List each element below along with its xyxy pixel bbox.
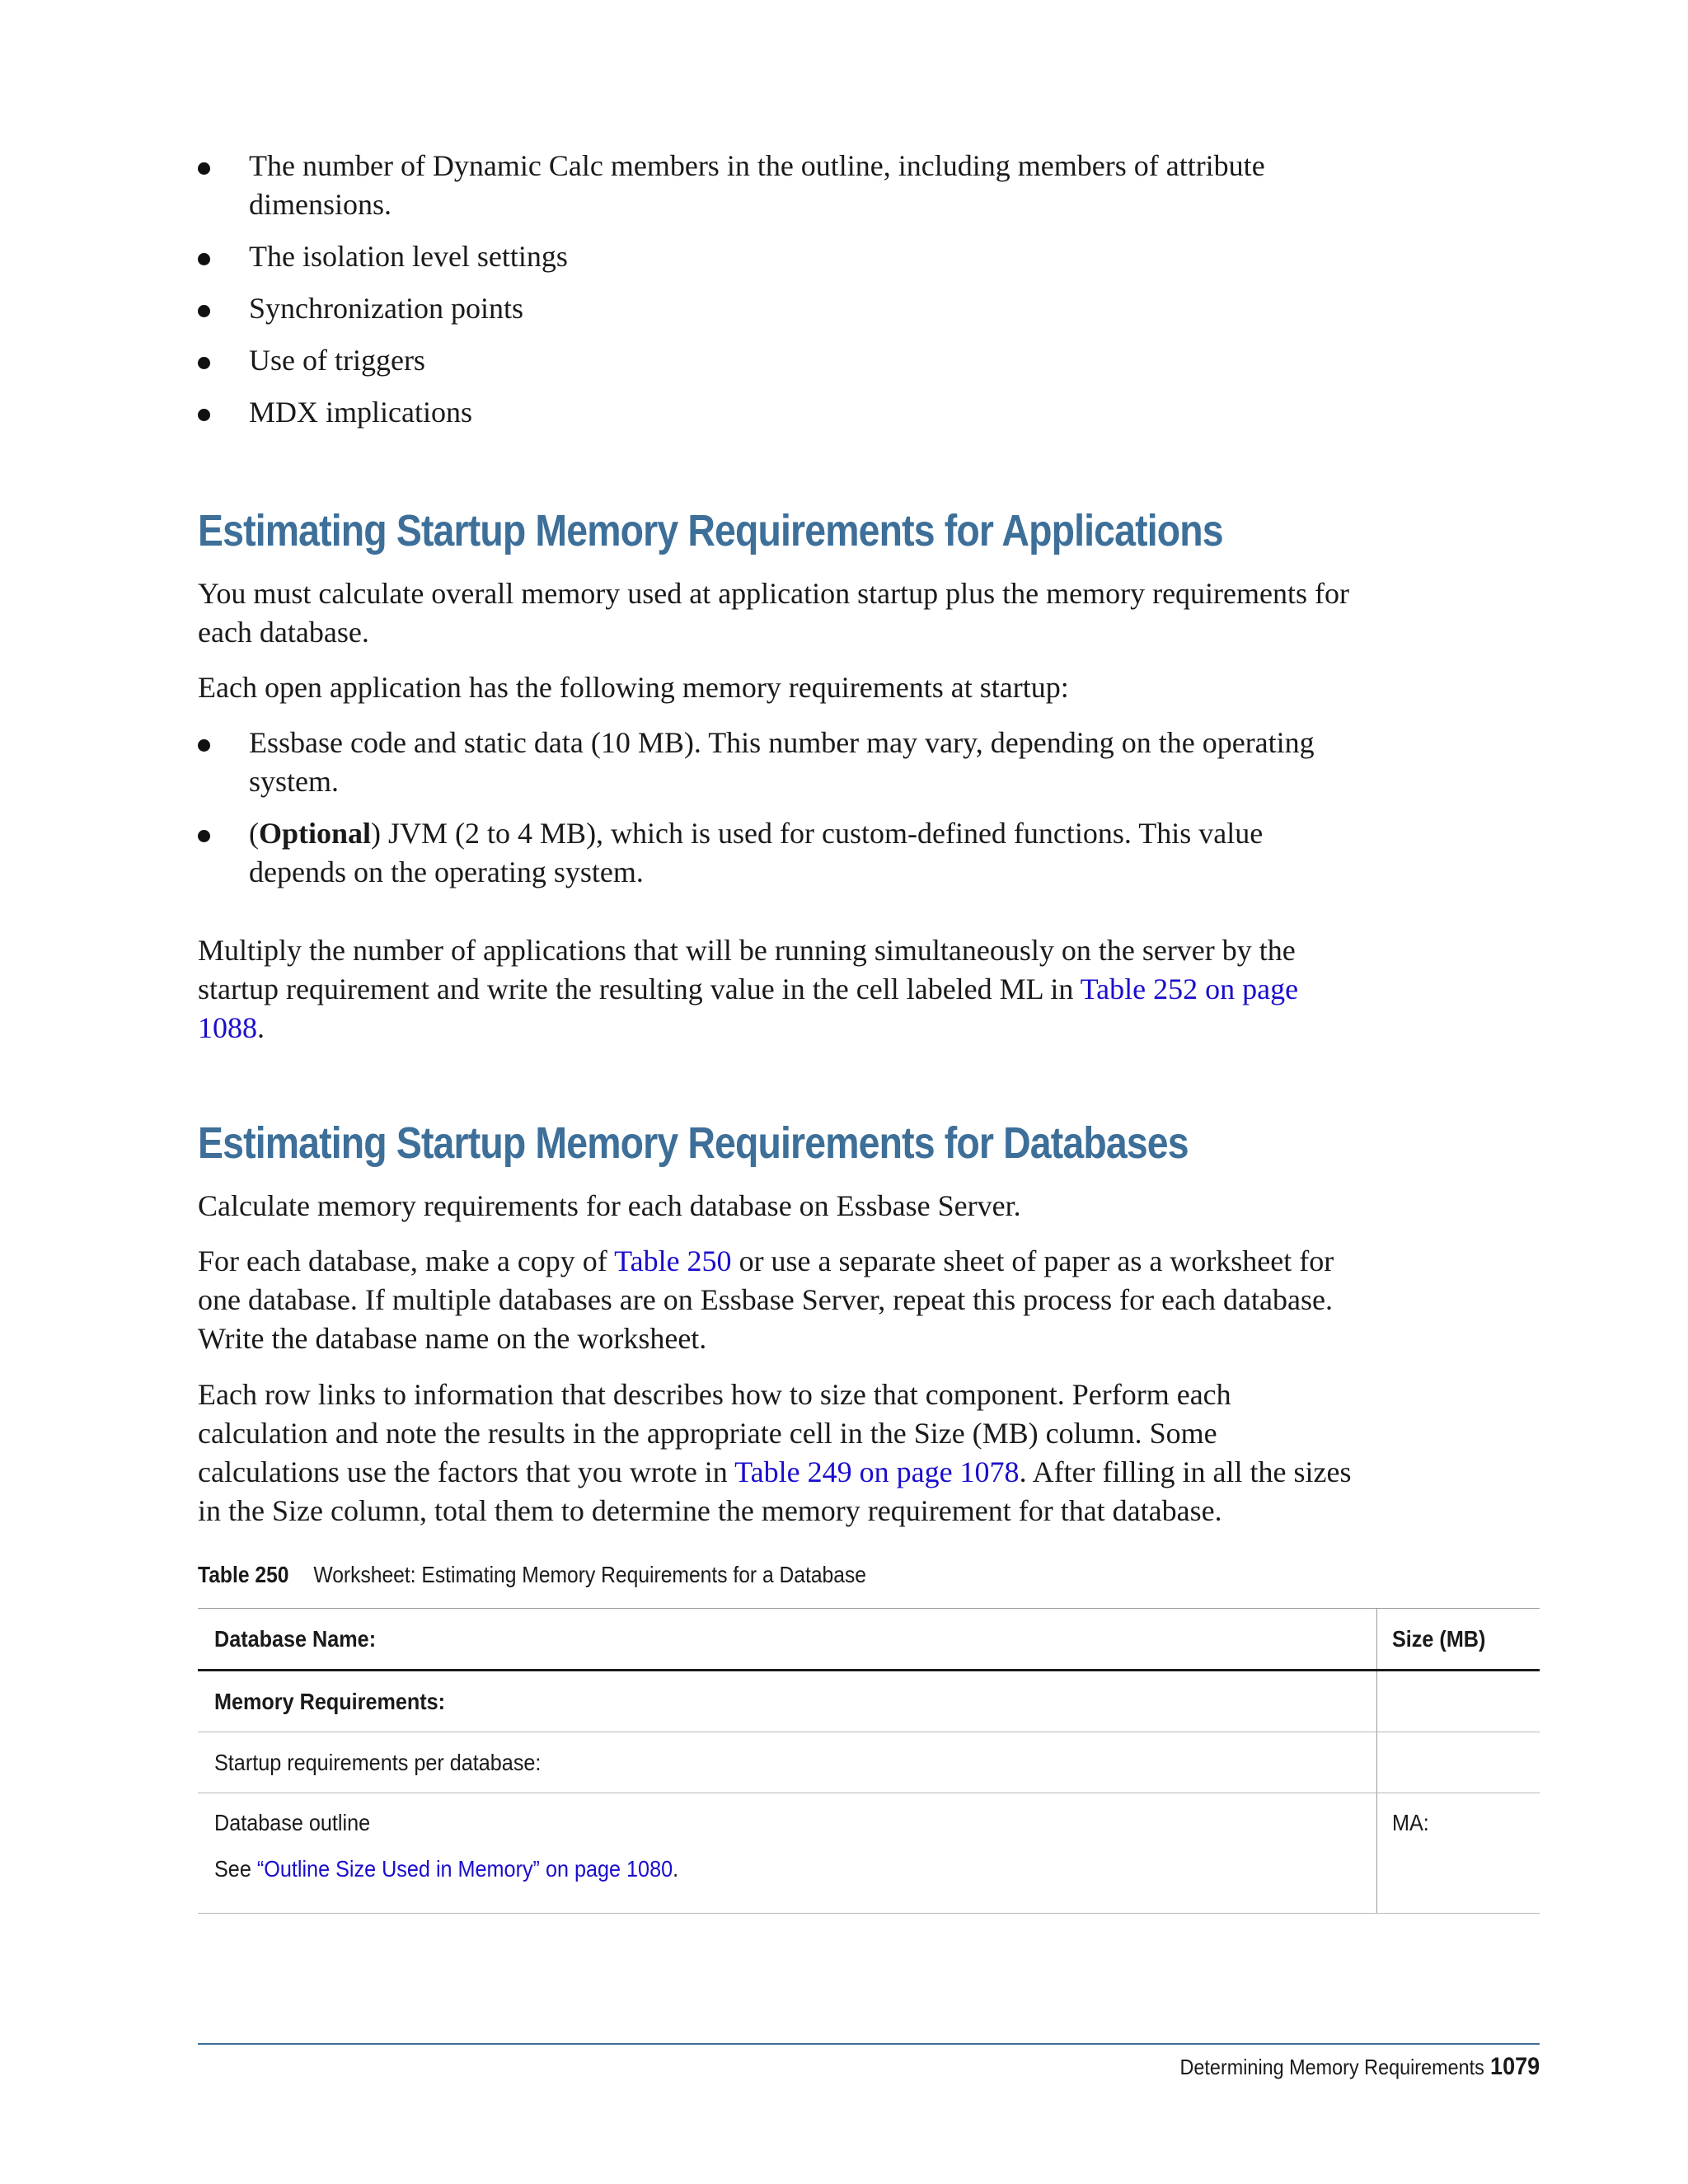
table-caption-title: Worksheet: Estimating Memory Requirements for a Database (313, 1562, 866, 1587)
table-cell: MA: (1377, 1793, 1540, 1914)
table-249-link[interactable]: Table 249 on page 1078 (734, 1455, 1020, 1488)
multiply-applications-paragraph: Multiply the number of applications that will be running simultaneously on the server by the startup requirement and write the resulting value in the cell labeled ML in Table 252 on page 1088. (198, 934, 1299, 1044)
applications-requirements-paragraph: Each open application has the following memory requirements at startup: (198, 671, 1069, 704)
list-item: MDX implications (198, 393, 1352, 432)
table-header-row (198, 1609, 1540, 1671)
startup-requirements-list (198, 724, 1352, 905)
list-item: Use of triggers (198, 341, 1352, 380)
page-number: 1079 (1489, 2053, 1540, 2080)
table-caption-number: Table 250 (198, 1562, 289, 1587)
list-item: Synchronization points (198, 289, 1352, 328)
section-heading-databases: Estimating Startup Memory Requirements for Databases (198, 1118, 1189, 1168)
bullet-icon (198, 739, 210, 752)
list-item: (Optional) JVM (2 to 4 MB), which is used for custom-defined functions. This value depends on the operating system. (198, 814, 1352, 892)
header-database-name: Database Name: (198, 1609, 1377, 1671)
table-cell: Database outline See “Outline Size Used in Memory” on page 1080. (198, 1793, 1377, 1914)
top-bullet-list (198, 147, 1352, 445)
table-cell (1377, 1732, 1540, 1793)
section-heading-applications: Estimating Startup Memory Requirements for Applications (198, 506, 1223, 555)
table-cell: Startup requirements per database: (198, 1732, 1377, 1793)
bullet-icon (198, 357, 210, 369)
memory-worksheet-table (198, 1608, 1540, 1914)
bullet-icon (198, 830, 210, 842)
header-size-mb: Size (MB) (1377, 1609, 1540, 1671)
worksheet-copy-paragraph: For each database, make a copy of Table 250 or use a separate sheet of paper as a worksheet for one database. If multiple databases are on Essbase Server, repeat this process for each database. Write the database name on the worksheet. (198, 1244, 1334, 1355)
list-item: Essbase code and static data (10 MB). This number may vary, depending on the operating system. (198, 724, 1352, 801)
bullet-icon (198, 305, 210, 317)
table-250-link[interactable]: Table 250 (614, 1244, 732, 1277)
table-252-link[interactable]: Table 252 on page 1088 (198, 972, 1299, 1044)
bullet-icon (198, 253, 210, 265)
table-caption (198, 1560, 866, 1590)
applications-intro-paragraph: You must calculate overall memory used at application startup plus the memory requirements for each database. (198, 577, 1349, 649)
table-cell (1377, 1671, 1540, 1732)
table-row (198, 1793, 1540, 1914)
bullet-icon (198, 409, 210, 421)
list-item: The number of Dynamic Calc members in the outline, including members of attribute dimensions. (198, 147, 1352, 224)
table-row (198, 1732, 1540, 1793)
page-footer (1179, 2053, 1540, 2081)
table-row (198, 1671, 1540, 1732)
table-cell: Memory Requirements: (198, 1671, 1377, 1732)
list-item: The isolation level settings (198, 237, 1352, 276)
footer-divider (198, 2043, 1540, 2045)
footer-title: Determining Memory Requirements (1179, 2055, 1484, 2079)
outline-size-link[interactable]: “Outline Size Used in Memory” on page 1080 (256, 1856, 673, 1882)
row-links-paragraph: Each row links to information that describes how to size that component. Perform each calculation and note the results in the appropriate cell in the Size (MB) column. Some calculations use the factors that you wrote in Table 249 on page 1078. After filling in all the sizes in the Size column, total them to determine the memory requirement for that database. (198, 1378, 1352, 1527)
bullet-icon (198, 162, 210, 175)
databases-intro-paragraph: Calculate memory requirements for each database on Essbase Server. (198, 1189, 1021, 1222)
